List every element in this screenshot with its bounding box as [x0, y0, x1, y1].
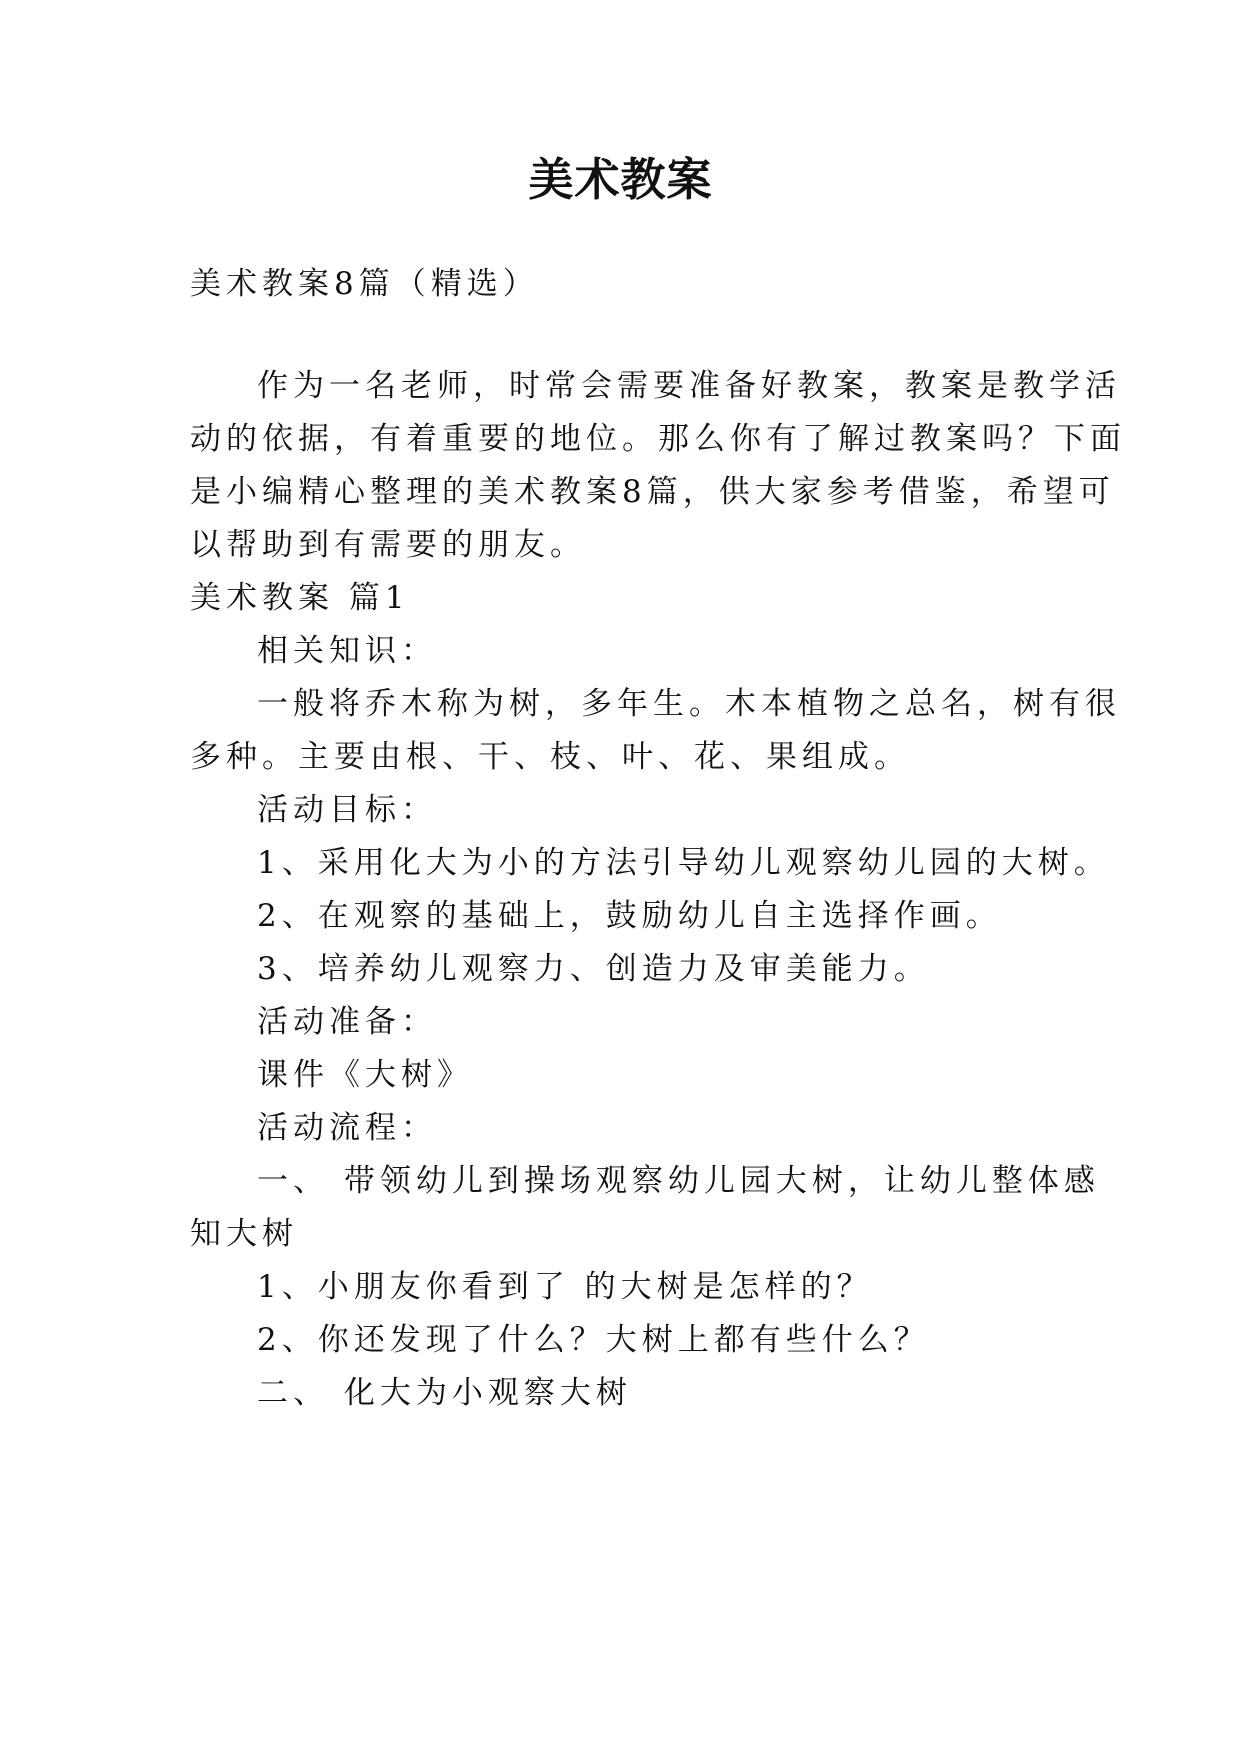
intro-line-3: 是小编精心整理的美术教案8篇，供大家参考借鉴，希望可 [190, 474, 1115, 510]
body-line-goal-3: 3、培养幼儿观察力、创造力及审美能力。 [257, 951, 930, 987]
body-line-activity-goals: 活动目标： [257, 792, 437, 828]
body-line-courseware: 课件《大树》 [257, 1057, 473, 1093]
intro-line-1: 作为一名老师，时常会需要准备好教案，教案是教学活 [257, 368, 1121, 404]
body-line-question-2: 2、你还发现了什么？大树上都有些什么？ [257, 1322, 930, 1358]
body-line-activity-prep: 活动准备： [257, 1004, 437, 1040]
body-line-related-knowledge: 相关知识： [257, 633, 437, 669]
body-line-goal-1: 1、采用化大为小的方法引导幼儿观察幼儿园的大树。 [257, 845, 1110, 881]
body-line-question-1: 1、小朋友你看到了 的大树是怎样的？ [257, 1269, 873, 1305]
body-line-step-1: 一、 带领幼儿到操场观察幼儿园大树，让幼儿整体感 [257, 1163, 1100, 1199]
body-line-activity-flow: 活动流程： [257, 1110, 437, 1146]
body-line-goal-2: 2、在观察的基础上，鼓励幼儿自主选择作画。 [257, 898, 1002, 934]
document-title: 美术教案 [528, 153, 713, 206]
body-line-tree-definition-2: 多种。主要由根、干、枝、叶、花、果组成。 [190, 739, 910, 775]
body-line-step-2: 二、 化大为小观察大树 [257, 1375, 632, 1411]
intro-line-4: 以帮助到有需要的朋友。 [190, 527, 586, 563]
document-subtitle: 美术教案8篇（精选） [190, 266, 539, 302]
intro-line-2: 动的依据，有着重要的地位。那么你有了解过教案吗？下面 [190, 421, 1126, 457]
section-heading: 美术教案 篇1 [190, 580, 410, 616]
body-line-tree-definition-1: 一般将乔木称为树，多年生。木本植物之总名，树有很 [257, 686, 1121, 722]
body-line-step-1-cont: 知大树 [190, 1216, 298, 1252]
